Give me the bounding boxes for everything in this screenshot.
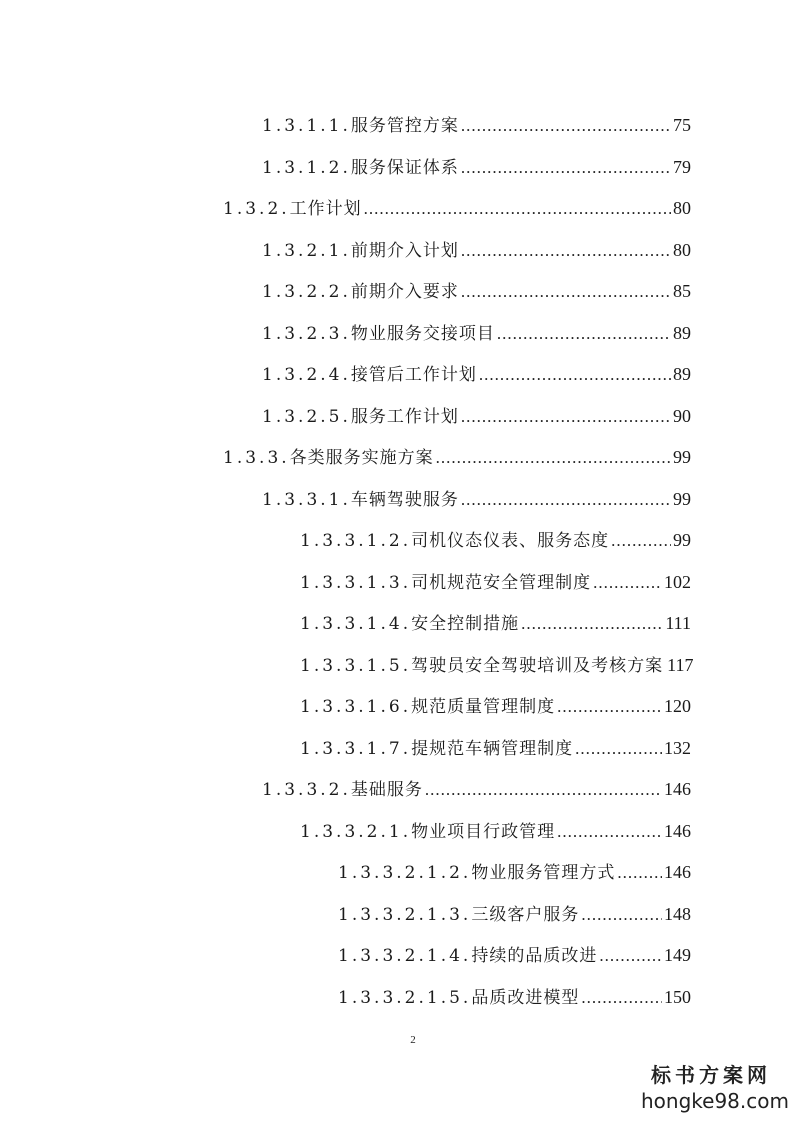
toc-entry-title: 前期介入计划 [350,240,459,261]
toc-entry-title: 前期介入要求 [350,282,459,302]
watermark [641,1062,789,1114]
toc-entry-page: 80 [673,198,691,218]
toc-entry[interactable] [300,527,691,553]
toc-entry-page: 146 [664,820,691,841]
toc-entry-page: 89 [673,322,691,343]
toc-dot-leader [425,777,662,803]
page-number: 2 [410,1034,416,1046]
toc-entry-page: 79 [673,156,691,177]
toc-entry-title: 各类服务实施方案 [289,448,434,468]
toc-entry[interactable] [262,320,691,346]
toc-entry-page: 146 [664,862,691,882]
toc-entry[interactable] [262,154,691,180]
toc-entry[interactable] [300,569,691,595]
toc-entry-title: 品质改进模型 [471,987,580,1008]
toc-dot-leader [461,487,671,513]
toc-entry-page: 146 [664,779,691,799]
toc-entry-page: 90 [673,405,691,426]
toc-entry-title: 司机规范安全管理制度 [411,572,592,593]
toc-dot-leader [557,819,662,845]
toc-entry-number: 1.3.3.1.6. [300,697,412,717]
toc-dot-leader [436,445,671,471]
toc-entry[interactable] [223,444,691,470]
toc-dot-leader [461,404,671,430]
toc-entry-page: 117 [667,654,694,675]
toc-entry[interactable] [338,942,691,968]
toc-entry-number: 1.3.3.2.1. [300,821,412,842]
toc-dot-leader [497,321,671,347]
toc-entry-page: 99 [673,530,691,550]
toc-entry-title: 服务管控方案 [350,116,459,136]
toc-entry-number: 1.3.3.1.7. [300,738,412,759]
toc-entry-number: 1.3.3. [223,448,290,468]
toc-entry-page: 150 [664,986,691,1007]
watermark-url: hongke98.com [641,1089,789,1113]
toc-entry-title: 服务工作计划 [350,406,459,427]
toc-entry[interactable] [262,237,691,263]
toc-entry-page: 99 [673,447,691,467]
toc-entry-number: 1.3.2.4. [262,365,351,385]
toc-dot-leader [479,362,671,388]
toc-entry-number: 1.3.3.1.4. [300,614,412,634]
toc-dot-leader [461,155,671,181]
toc-dot-leader [557,694,662,720]
toc-entry-number: 1.3.3.2.1.3. [338,904,472,925]
toc-entry-title: 物业服务交接项目 [350,323,495,344]
toc-entry-title: 三级客户服务 [471,904,580,925]
toc-entry[interactable] [300,818,691,844]
toc-dot-leader [611,528,671,554]
toc-entry-number: 1.3.3.2. [262,780,351,800]
toc-entry[interactable] [262,112,691,138]
toc-entry-number: 1.3.1.2. [262,157,351,178]
toc-entry-title: 提规范车辆管理制度 [411,738,574,759]
toc-entry-title: 规范质量管理制度 [411,697,556,717]
toc-entry-title: 驾驶员安全驾驶培训及考核方案 [411,655,664,676]
toc-entry-number: 1.3.3.1. [262,489,351,510]
toc-entry[interactable] [300,735,691,761]
toc-entry-number: 1.3.3.1.3. [300,572,412,593]
toc-entry[interactable] [262,486,691,512]
toc-dot-leader [364,196,671,222]
toc-entry-title: 物业项目行政管理 [411,821,556,842]
toc-entry-page: 148 [664,903,691,924]
toc-entry-number: 1.3.1.1. [262,116,351,136]
toc-dot-leader [575,736,662,762]
toc-entry-page: 75 [673,115,691,135]
toc-entry-page: 99 [673,488,691,509]
toc-entry-title: 安全控制措施 [411,614,520,634]
toc-entry-page: 132 [664,737,691,758]
toc-entry[interactable] [262,278,691,304]
toc-entry-page: 111 [665,613,691,633]
toc-entry-number: 1.3.2.2. [262,282,351,302]
toc-entry-number: 1.3.2.1. [262,240,351,261]
toc-dot-leader [461,238,671,264]
toc-entry-title: 持续的品质改进 [471,946,598,966]
toc-entry-page: 80 [673,239,691,260]
toc-entry-page: 85 [673,281,691,301]
toc-entry-title: 物业服务管理方式 [471,863,616,883]
toc-entry-number: 1.3.2.5. [262,406,351,427]
toc-entry-number: 1.3.2. [223,199,290,219]
toc-entry-title: 基础服务 [350,780,423,800]
toc-entry-page: 89 [673,364,691,384]
toc-entry[interactable] [338,901,691,927]
toc-entry[interactable] [262,361,691,387]
toc-entry-page: 102 [664,571,691,592]
toc-entry-title: 服务保证体系 [350,157,459,178]
toc-entry-title: 司机仪态仪表、服务态度 [411,531,610,551]
toc-entry-number: 1.3.3.1.5. [300,655,412,676]
toc-entry-page: 120 [664,696,691,716]
watermark-title: 标书方案网 [651,1063,771,1087]
toc-entry[interactable] [338,984,691,1010]
toc-entry[interactable] [223,195,691,221]
toc-dot-leader [599,943,662,969]
toc-entry-number: 1.3.3.1.2. [300,531,412,551]
toc-entry[interactable] [262,776,691,802]
toc-dot-leader [581,985,662,1011]
toc-dot-leader [461,113,671,139]
toc-entry[interactable] [300,693,691,719]
toc-entry-page: 149 [664,945,691,965]
toc-entry-number: 1.3.3.2.1.4. [338,946,472,966]
toc-entry[interactable] [300,652,694,678]
toc-entry-number: 1.3.3.2.1.5. [338,987,472,1008]
toc-entry-title: 车辆驾驶服务 [350,489,459,510]
toc-dot-leader [521,611,663,637]
toc-dot-leader [617,860,662,886]
toc-entry-number: 1.3.2.3. [262,323,351,344]
toc-entry-title: 工作计划 [289,199,362,219]
toc-entry[interactable] [262,403,691,429]
toc-dot-leader [461,279,671,305]
toc-entry[interactable] [300,610,691,636]
toc-dot-leader [581,902,662,928]
toc-dot-leader [593,570,662,596]
toc-entry-number: 1.3.3.2.1.2. [338,863,472,883]
toc-entry-title: 接管后工作计划 [350,365,477,385]
toc-entry[interactable] [338,859,691,885]
